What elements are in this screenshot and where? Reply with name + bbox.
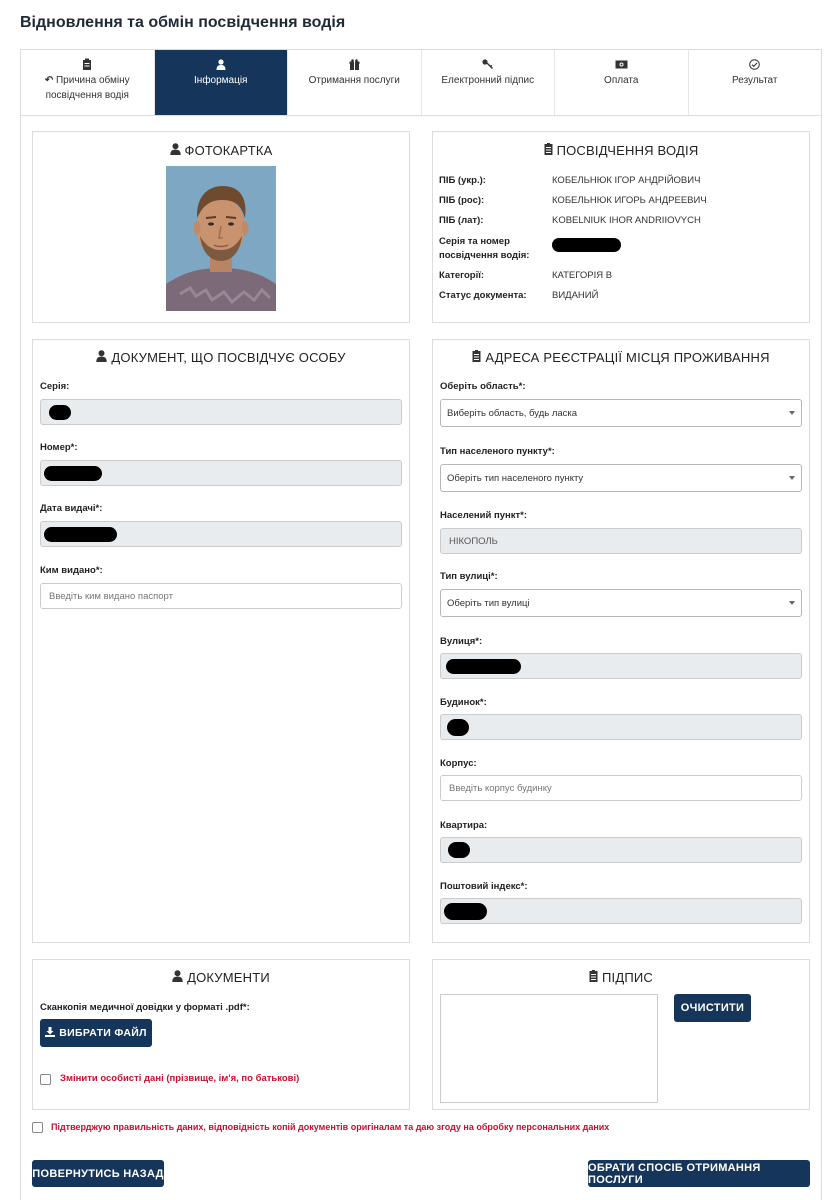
- postal-code-input[interactable]: [440, 898, 802, 924]
- clear-signature-button[interactable]: ОЧИСТИТИ: [674, 994, 751, 1022]
- redacted-value: [446, 659, 521, 674]
- issued-by-input[interactable]: Введіть ким видано паспорт: [40, 583, 402, 609]
- info-value: KOBELNIUK IHOR ANDRIIOVYCH: [552, 215, 701, 226]
- house-label: Будинок*:: [440, 697, 487, 708]
- settlement-type-select[interactable]: [440, 464, 802, 492]
- street-type-value: Оберіть тип вулиці: [447, 597, 530, 609]
- user-icon: [96, 350, 107, 365]
- house-input[interactable]: [440, 714, 802, 740]
- id-card-icon: [544, 143, 553, 158]
- settlement-input[interactable]: НІКОПОЛЬ: [440, 528, 802, 554]
- postal-code-label: Поштовий індекс*:: [440, 881, 528, 892]
- chevron-down-icon: [789, 411, 795, 415]
- change-data-checkbox[interactable]: [40, 1074, 51, 1085]
- page-title: Відновлення та обмін посвідчення водія: [20, 14, 346, 31]
- settlement-label: Населений пункт*:: [440, 510, 527, 521]
- step-label: Отримання послуги: [308, 75, 400, 86]
- step-label: Електронний підпис: [441, 75, 535, 86]
- user-icon: [214, 58, 228, 70]
- panel-title: ПОСВІДЧЕННЯ ВОДІЯ: [556, 143, 699, 158]
- issued-by-label: Ким видано*:: [40, 565, 103, 576]
- user-icon: [170, 143, 181, 158]
- number-label: Номер*:: [40, 442, 78, 453]
- redacted-value: [552, 238, 621, 252]
- step-info[interactable]: [155, 50, 289, 115]
- region-select[interactable]: [440, 399, 802, 427]
- street-input[interactable]: [440, 653, 802, 679]
- info-value: КОБЕЛЬНЮК ІГОР АНДРІЙОВИЧ: [552, 175, 701, 186]
- address-panel: [432, 339, 810, 943]
- step-label: Інформація: [194, 75, 248, 86]
- redacted-value: [444, 903, 487, 920]
- signature-canvas[interactable]: [440, 994, 658, 1103]
- settlement-type-label: Тип населеного пункту*:: [440, 446, 555, 457]
- apartment-label: Квартира:: [440, 820, 488, 831]
- user-icon: [172, 970, 183, 985]
- series-input[interactable]: [40, 399, 402, 425]
- info-label: Статус документа:: [439, 290, 527, 301]
- medical-certificate-label: Сканкопія медичної довідки у форматі .pdf*:: [40, 1002, 250, 1013]
- back-button[interactable]: ПОВЕРНУТИСЬ НАЗАД: [32, 1160, 164, 1187]
- gift-icon: [347, 58, 361, 70]
- settlement-type-value: Оберіть тип населеного пункту: [447, 472, 584, 484]
- region-label: Оберіть область*:: [440, 381, 526, 392]
- license-panel: [432, 131, 810, 323]
- chevron-down-icon: [789, 476, 795, 480]
- panel-title: АДРЕСА РЕЄСТРАЦІЇ МІСЦЯ ПРОЖИВАННЯ: [485, 350, 770, 365]
- info-value: ВИДАНИЙ: [552, 290, 599, 301]
- panel-title: ДОКУМЕНТИ: [187, 970, 270, 985]
- building-label: Корпус:: [440, 758, 477, 769]
- money-icon: [614, 58, 628, 70]
- consent-checkbox[interactable]: [32, 1122, 43, 1133]
- redacted-value: [44, 466, 102, 481]
- info-label: ПІБ (лат):: [439, 215, 484, 226]
- panel-title: ФОТОКАРТКА: [184, 143, 273, 158]
- panel-title: ДОКУМЕНТ, ЩО ПОСВІДЧУЄ ОСОБУ: [111, 350, 346, 365]
- redacted-value: [448, 842, 470, 858]
- choose-file-button[interactable]: [40, 1019, 152, 1047]
- step-label: Результат: [732, 75, 778, 86]
- wizard-stepper: [20, 49, 822, 116]
- key-icon: [481, 58, 495, 70]
- issue-date-label: Дата видачі*:: [40, 503, 103, 514]
- building-input[interactable]: Введіть корпус будинку: [440, 775, 802, 801]
- choose-receiving-method-button[interactable]: ОБРАТИ СПОСІБ ОТРИМАННЯ ПОСЛУГИ: [588, 1160, 810, 1187]
- redacted-value: [447, 719, 469, 736]
- step-receive[interactable]: [288, 50, 422, 115]
- identity-panel: [32, 339, 410, 943]
- button-label: ВИБРАТИ ФАЙЛ: [59, 1027, 147, 1039]
- panel-title: ПІДПИС: [601, 970, 654, 985]
- step-label: Оплата: [604, 75, 639, 86]
- apartment-input[interactable]: [440, 837, 802, 863]
- redacted-value: [49, 405, 71, 420]
- step-result[interactable]: [689, 50, 822, 115]
- number-input[interactable]: [40, 460, 402, 486]
- photo-panel: [32, 131, 410, 323]
- download-icon: [45, 1027, 55, 1040]
- street-label: Вулиця*:: [440, 636, 483, 647]
- id-card-icon: [472, 350, 481, 365]
- region-value: Виберіть область, будь ласка: [447, 407, 578, 419]
- profile-photo: [166, 166, 276, 311]
- clipboard-icon: [80, 58, 94, 70]
- consent-label[interactable]: Підтверджую правильність даних, відповідність копій документів оригіналам та даю згоду на обробку персональних даних: [51, 1122, 610, 1132]
- step-payment[interactable]: [555, 50, 689, 115]
- info-label: ПІБ (рос):: [439, 195, 485, 206]
- info-label: Категорії:: [439, 270, 485, 281]
- series-label: Серія:: [40, 381, 70, 392]
- street-type-select[interactable]: [440, 589, 802, 617]
- step-reason[interactable]: [21, 50, 155, 115]
- signature-panel: [432, 959, 810, 1110]
- undo-icon: ↶: [44, 75, 54, 86]
- step-esign[interactable]: [422, 50, 556, 115]
- step-label: Причина обміну посвідчення водія: [45, 75, 130, 101]
- info-value: КАТЕГОРІЯ B: [552, 270, 613, 281]
- change-data-label[interactable]: Змінити особисті дані (прізвище, ім'я, по батькові): [60, 1073, 300, 1084]
- redacted-value: [44, 527, 117, 542]
- info-label: Серія та номер посвідчення водія:: [439, 236, 530, 261]
- issue-date-input[interactable]: [40, 521, 402, 547]
- chevron-down-icon: [789, 601, 795, 605]
- info-label: ПІБ (укр.):: [439, 175, 486, 186]
- check-circle-icon: [748, 58, 762, 70]
- street-type-label: Тип вулиці*:: [440, 571, 498, 582]
- id-card-icon: [589, 970, 598, 985]
- documents-panel: [32, 959, 410, 1110]
- info-value: КОБЕЛЬНЮК ИГОРЬ АНДРЕЕВИЧ: [552, 195, 707, 206]
